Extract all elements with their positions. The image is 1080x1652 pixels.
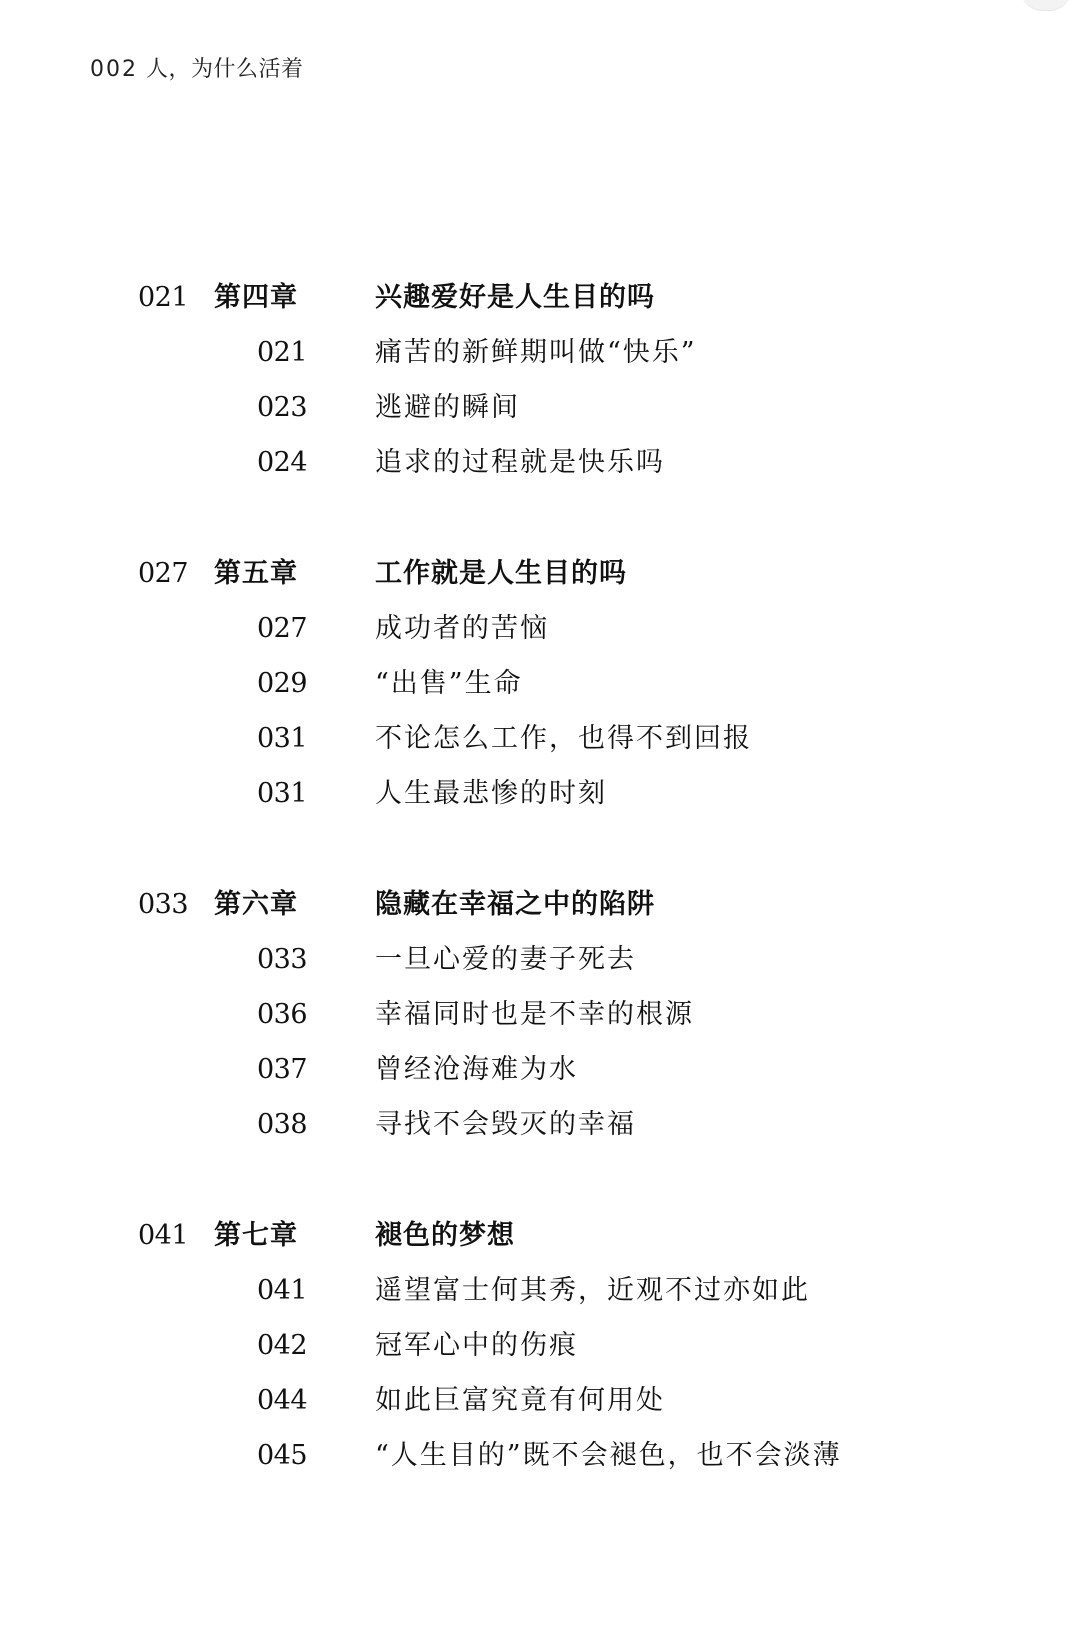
section-page-number: 031 xyxy=(257,778,308,809)
chapter-page-number: 021 xyxy=(138,282,189,313)
section-title: 逃避的瞬间 xyxy=(375,392,520,423)
toc-chapter xyxy=(0,1214,1080,1489)
section-page-number: 023 xyxy=(257,392,308,423)
section-row xyxy=(0,717,1080,772)
header-page-number: 002 xyxy=(90,57,138,82)
section-row xyxy=(0,938,1080,993)
table-of-contents xyxy=(0,276,1080,1545)
section-page-number: 041 xyxy=(257,1275,308,1306)
corner-artifact xyxy=(1020,0,1072,11)
section-row xyxy=(0,1103,1080,1158)
chapter-number: 第五章 xyxy=(214,558,298,589)
section-row xyxy=(0,441,1080,496)
section-title: 痛苦的新鲜期叫做“快乐” xyxy=(375,337,697,368)
section-title: 遥望富士何其秀，近观不过亦如此 xyxy=(375,1275,810,1306)
chapter-page-number: 041 xyxy=(138,1220,189,1251)
header-book-title: 人，为什么活着 xyxy=(146,57,304,82)
section-row xyxy=(0,1324,1080,1379)
section-row xyxy=(0,1269,1080,1324)
chapter-number: 第四章 xyxy=(214,282,298,313)
toc-chapter xyxy=(0,552,1080,827)
section-page-number: 045 xyxy=(257,1440,308,1471)
section-title: “人生目的”既不会褪色，也不会淡薄 xyxy=(375,1440,842,1471)
section-title: 如此巨富究竟有何用处 xyxy=(375,1385,665,1416)
chapter-title: 隐藏在幸福之中的陷阱 xyxy=(375,889,655,920)
section-page-number: 027 xyxy=(257,613,308,644)
section-row xyxy=(0,331,1080,386)
chapter-heading-row xyxy=(0,276,1080,331)
section-page-number: 037 xyxy=(257,1054,308,1085)
chapter-number: 第六章 xyxy=(214,889,298,920)
section-page-number: 029 xyxy=(257,668,308,699)
chapter-heading-row xyxy=(0,1214,1080,1269)
section-title: 曾经沧海难为水 xyxy=(375,1054,578,1085)
chapter-heading-row xyxy=(0,883,1080,938)
section-row xyxy=(0,386,1080,441)
section-page-number: 021 xyxy=(257,337,308,368)
section-page-number: 031 xyxy=(257,723,308,754)
section-row xyxy=(0,772,1080,827)
section-row xyxy=(0,607,1080,662)
section-title: 人生最悲惨的时刻 xyxy=(375,778,607,809)
section-row xyxy=(0,1379,1080,1434)
section-title: 幸福同时也是不幸的根源 xyxy=(375,999,694,1030)
section-title: 追求的过程就是快乐吗 xyxy=(375,447,665,478)
section-row xyxy=(0,1048,1080,1103)
section-title: 冠军心中的伤痕 xyxy=(375,1330,578,1361)
section-title: 寻找不会毁灭的幸福 xyxy=(375,1109,636,1140)
toc-chapter xyxy=(0,883,1080,1158)
section-row xyxy=(0,1434,1080,1489)
section-page-number: 036 xyxy=(257,999,308,1030)
chapter-title: 兴趣爱好是人生目的吗 xyxy=(375,282,655,313)
chapter-page-number: 033 xyxy=(138,889,189,920)
section-page-number: 044 xyxy=(257,1385,308,1416)
chapter-heading-row xyxy=(0,552,1080,607)
section-title: 不论怎么工作，也得不到回报 xyxy=(375,723,752,754)
section-row xyxy=(0,662,1080,717)
section-row xyxy=(0,993,1080,1048)
section-page-number: 024 xyxy=(257,447,308,478)
section-title: 成功者的苦恼 xyxy=(375,613,549,644)
section-title: “出售”生命 xyxy=(375,668,523,699)
section-page-number: 038 xyxy=(257,1109,308,1140)
chapter-title: 工作就是人生目的吗 xyxy=(375,558,627,589)
toc-chapter xyxy=(0,276,1080,496)
chapter-page-number: 027 xyxy=(138,558,189,589)
chapter-title: 褪色的梦想 xyxy=(375,1220,515,1251)
running-header xyxy=(90,52,304,83)
section-page-number: 042 xyxy=(257,1330,308,1361)
chapter-number: 第七章 xyxy=(214,1220,298,1251)
section-title: 一旦心爱的妻子死去 xyxy=(375,944,636,975)
section-page-number: 033 xyxy=(257,944,308,975)
